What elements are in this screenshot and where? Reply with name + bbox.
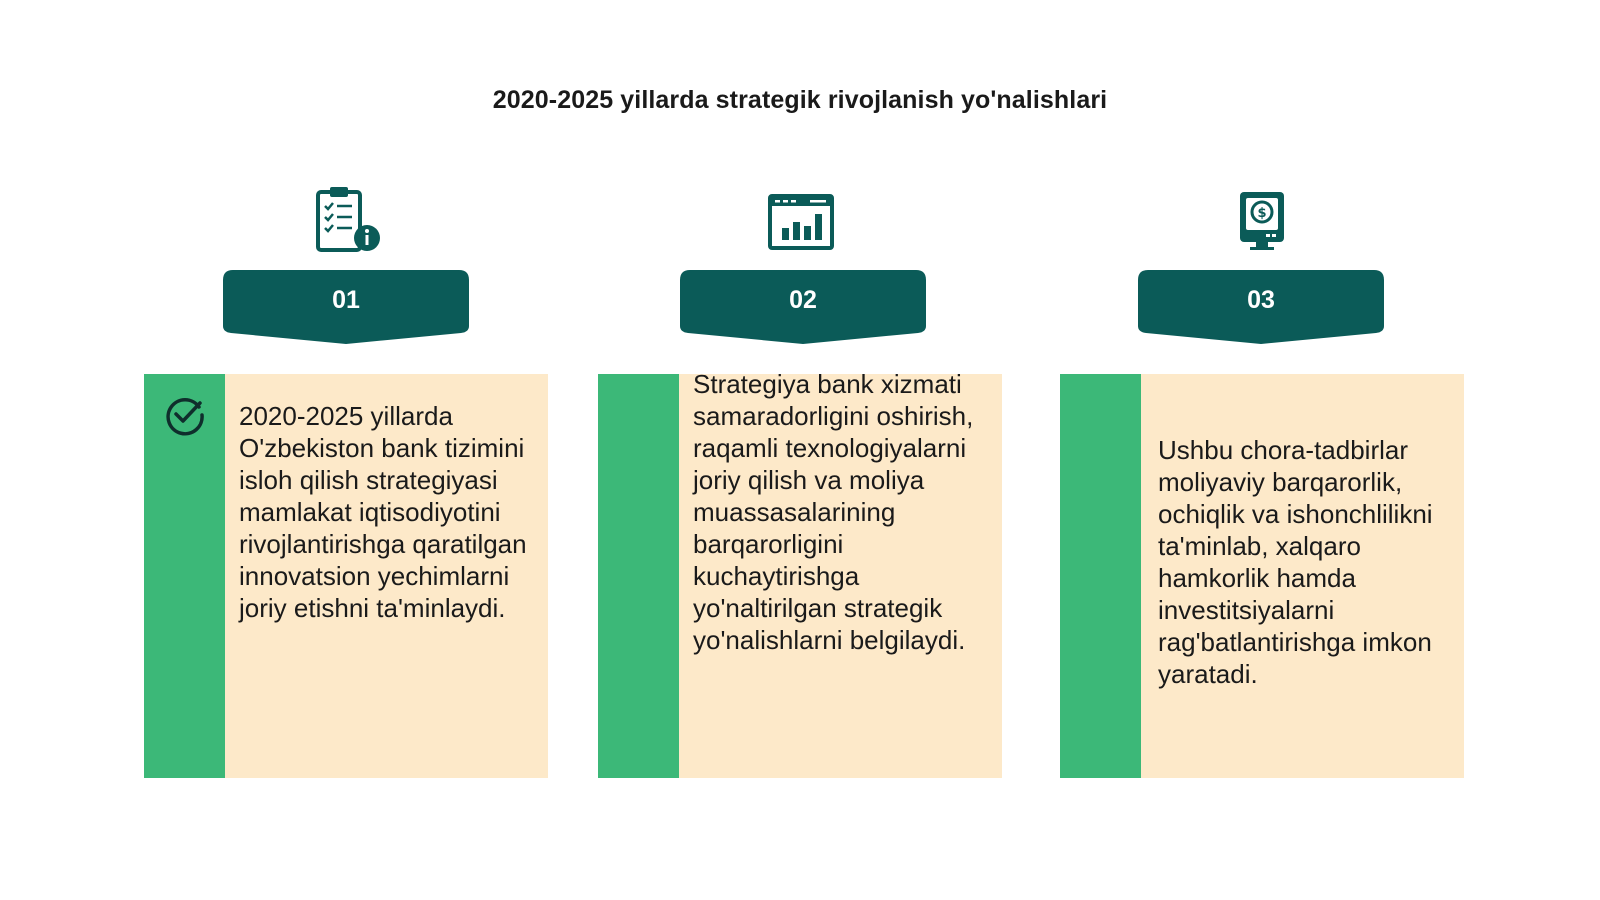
content-card <box>144 374 548 778</box>
content-card <box>1060 374 1464 778</box>
column-02 <box>598 0 1018 900</box>
card-stripe <box>1060 374 1141 778</box>
content-card <box>598 369 1002 778</box>
svg-text:$: $ <box>1257 206 1267 221</box>
step-badge-01 <box>223 270 469 346</box>
monitor-dollar-icon <box>1236 186 1306 256</box>
clipboard-info-icon <box>314 186 384 256</box>
step-number: 03 <box>1247 286 1275 314</box>
column-01 <box>144 0 564 900</box>
card-stripe <box>598 374 679 778</box>
column-03 <box>1060 0 1480 900</box>
card-text: 2020-2025 yillarda O'zbekiston bank tizimini isloh qilish strategiyasi mamlakat iqtisodiyotini rivojlantirishga qaratilgan innovatsion yechimlarni joriy etishni ta'minlaydi. <box>239 401 527 623</box>
page-title: 2020-2025 yillarda strategik rivojlanish yo'nalishlari <box>492 86 1108 114</box>
card-text: Strategiya bank xizmati samaradorligini oshirish, raqamli texnologiyalarni joriy qilish va moliya muassasalarining barqarorligini kuchaytirishga yo'naltirilgan strategik yo'nalishlarni belgilaydi. <box>693 369 974 655</box>
step-badge-02 <box>680 270 926 346</box>
card-text: Ushbu chora-tadbirlar moliyaviy barqarorlik, ochiqlik va ishonchlilikni ta'minlab, xalqaro hamkorlik hamda investitsiyalarni rag'batlantirishga imkon yaratadi. <box>1158 435 1433 689</box>
check-circle-icon <box>164 394 206 436</box>
step-badge-03 <box>1138 270 1384 346</box>
bar-chart-window-icon <box>768 186 838 256</box>
step-number: 02 <box>789 286 817 314</box>
step-number: 01 <box>332 286 360 314</box>
